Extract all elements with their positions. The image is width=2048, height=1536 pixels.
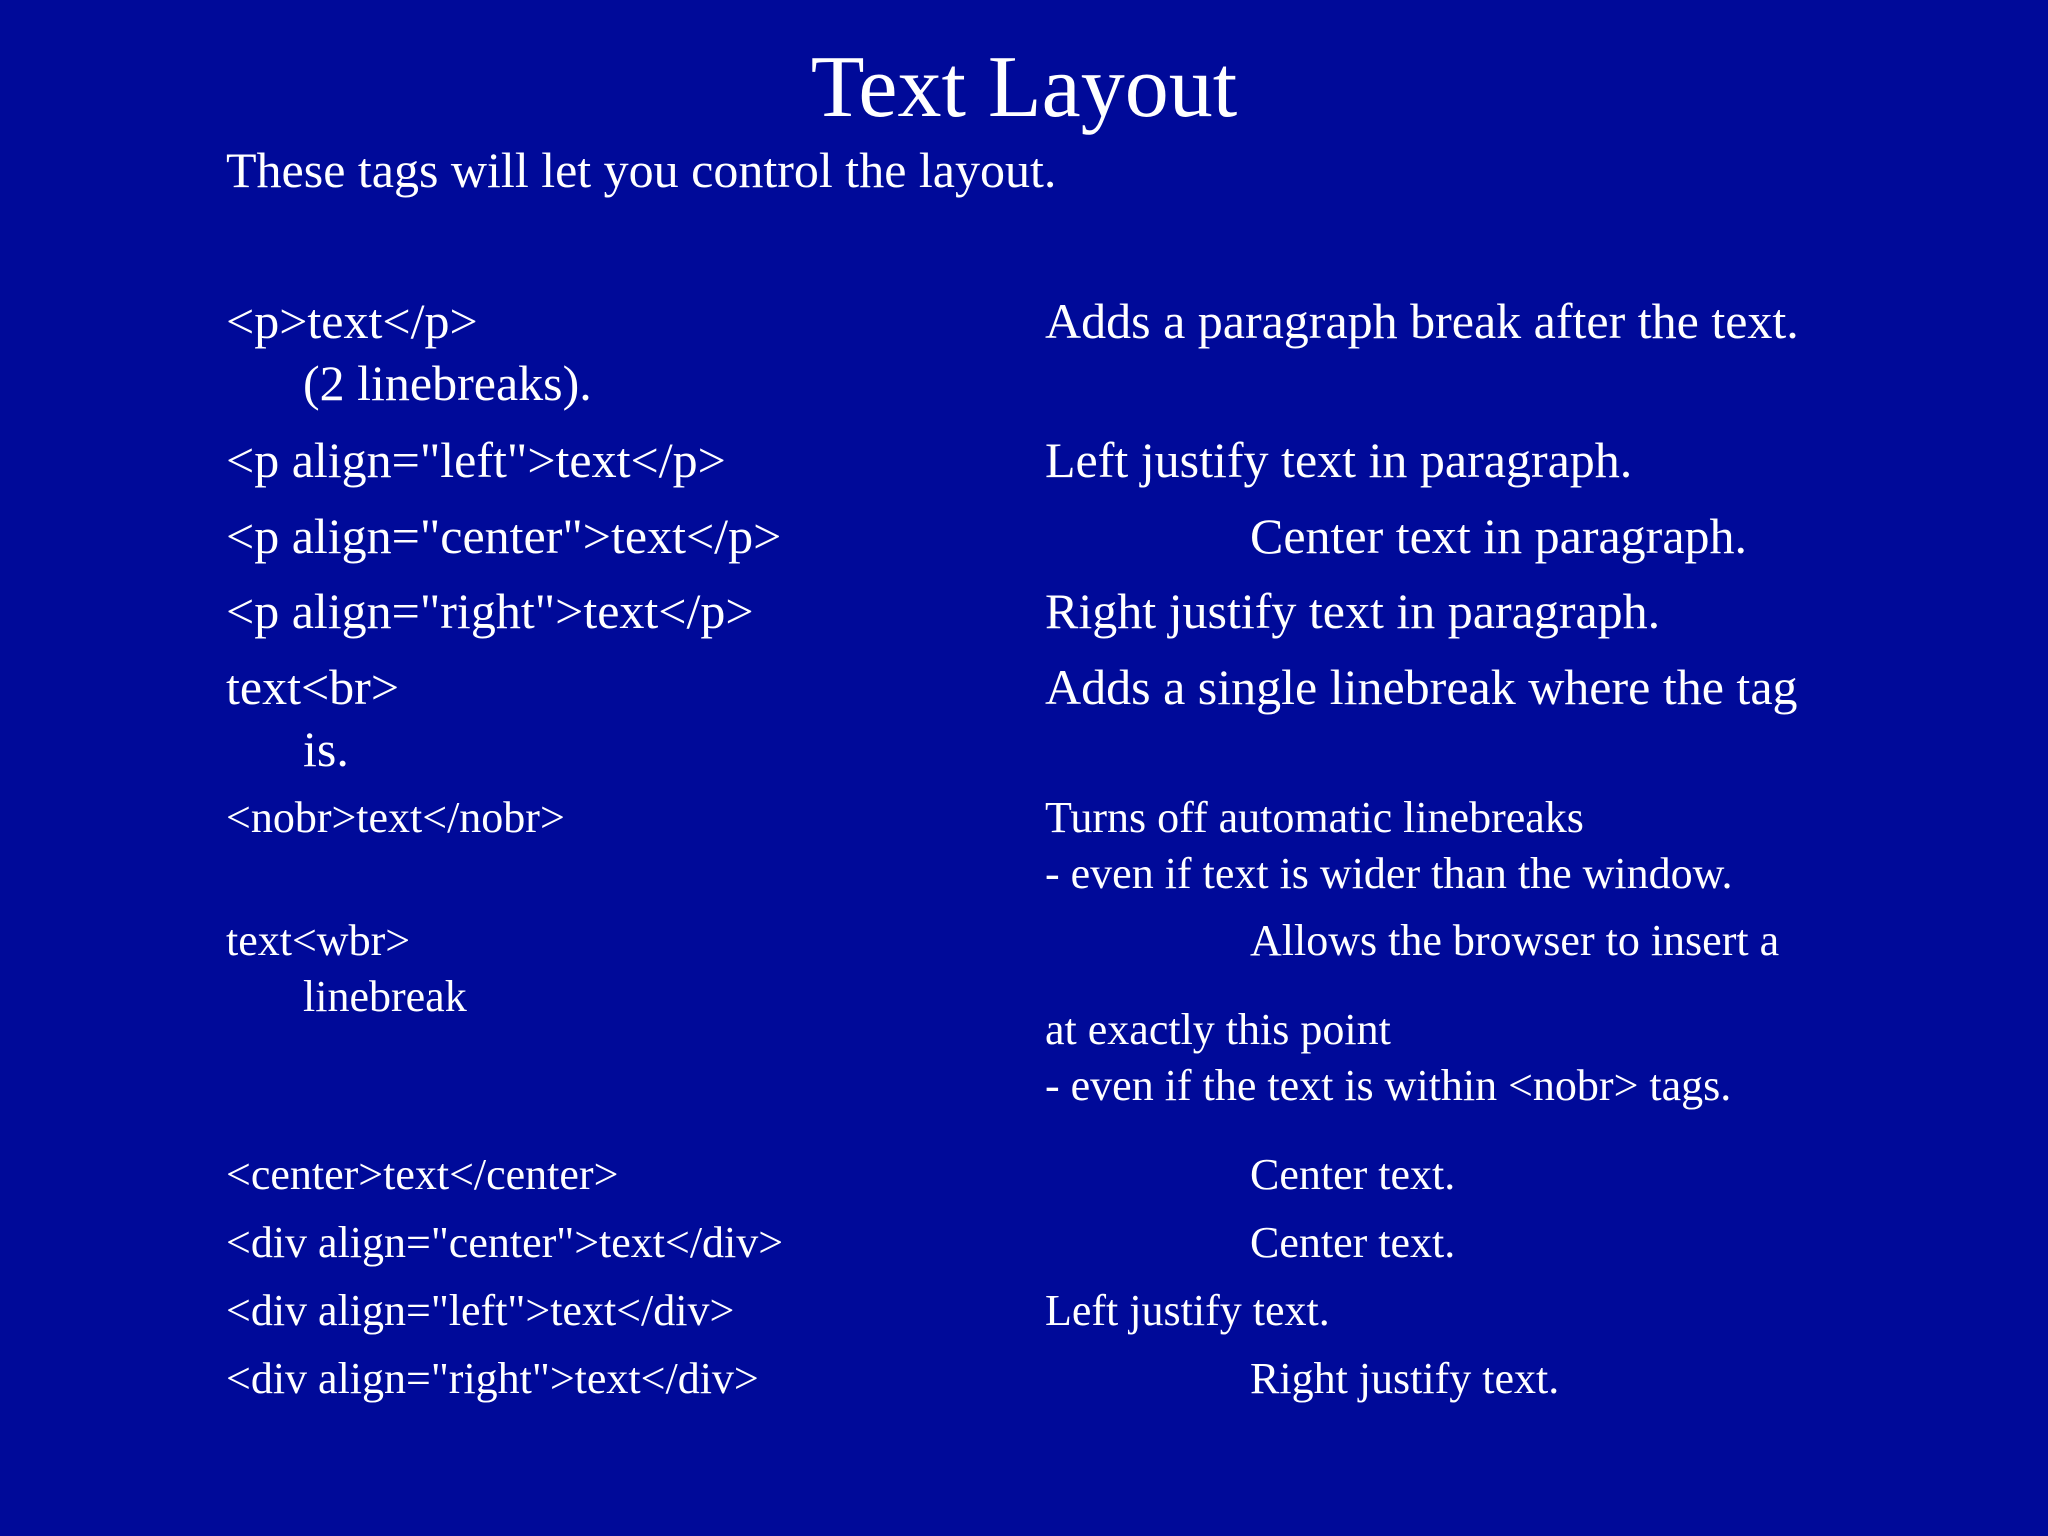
tag-line: is.: [303, 721, 349, 777]
description-line: Center text in paragraph.: [1250, 508, 1748, 564]
tag-cell: [226, 1351, 759, 1407]
tag-cell: [226, 790, 565, 846]
slide-title: Text Layout: [810, 39, 1238, 136]
description-cell: [1045, 790, 1733, 902]
description-line: Left justify text.: [1045, 1286, 1330, 1335]
tag-line: <div align="left">text</div>: [226, 1286, 735, 1335]
tag-cell: [226, 1147, 618, 1203]
description-line: Adds a paragraph break after the text.: [1045, 293, 1799, 349]
tag-cell: [226, 1283, 734, 1339]
tag-line: (2 linebreaks).: [303, 355, 592, 411]
tag-line: text<wbr>: [226, 916, 411, 965]
tag-cell: [226, 1215, 783, 1271]
description-cell: [1045, 913, 1779, 1114]
tag-line: text<br>: [226, 659, 400, 715]
description-line: - even if the text is within <nobr> tags.: [1045, 1061, 1732, 1110]
tag-cell: [226, 580, 754, 642]
tag-cell: [226, 290, 592, 414]
tag-line: <nobr>text</nobr>: [226, 793, 565, 842]
description-cell: [1045, 505, 1747, 567]
description-line: Adds a single linebreak where the tag: [1045, 659, 1798, 715]
description-line: Right justify text in paragraph.: [1045, 583, 1661, 639]
description-line: Center text.: [1250, 1218, 1456, 1267]
description-line: Center text.: [1250, 1150, 1456, 1199]
tag-line: <p>text</p>: [226, 293, 478, 349]
tag-line: <div align="center">text</div>: [226, 1218, 784, 1267]
description-cell: [1045, 1351, 1559, 1407]
description-cell: [1045, 429, 1632, 491]
tag-line: linebreak: [303, 972, 467, 1021]
description-line: Right justify text.: [1250, 1354, 1560, 1403]
tag-cell: [226, 429, 726, 491]
description-cell: [1045, 656, 1798, 718]
description-cell: [1045, 1147, 1455, 1203]
intro-text: These tags will let you control the layout.: [226, 142, 1057, 198]
tag-line: <center>text</center>: [226, 1150, 619, 1199]
description-line: - even if text is wider than the window.: [1045, 849, 1733, 898]
tag-line: <p align="center">text</p>: [226, 508, 782, 564]
tag-cell: [226, 656, 399, 780]
description-line: Allows the browser to insert a: [1250, 916, 1780, 965]
tag-line: <div align="right">text</div>: [226, 1354, 759, 1403]
tag-line: <p align="left">text</p>: [226, 432, 726, 488]
description-line: Turns off automatic linebreaks: [1045, 793, 1584, 842]
tag-cell: [226, 505, 781, 567]
description-line: Left justify text in paragraph.: [1045, 432, 1633, 488]
description-cell: [1045, 580, 1660, 642]
description-cell: [1045, 1215, 1455, 1271]
tag-line: <p align="right">text</p>: [226, 583, 754, 639]
description-cell: [1045, 290, 1799, 352]
description-line: at exactly this point: [1045, 1005, 1391, 1054]
tag-cell: [226, 913, 467, 1025]
description-cell: [1045, 1283, 1330, 1339]
